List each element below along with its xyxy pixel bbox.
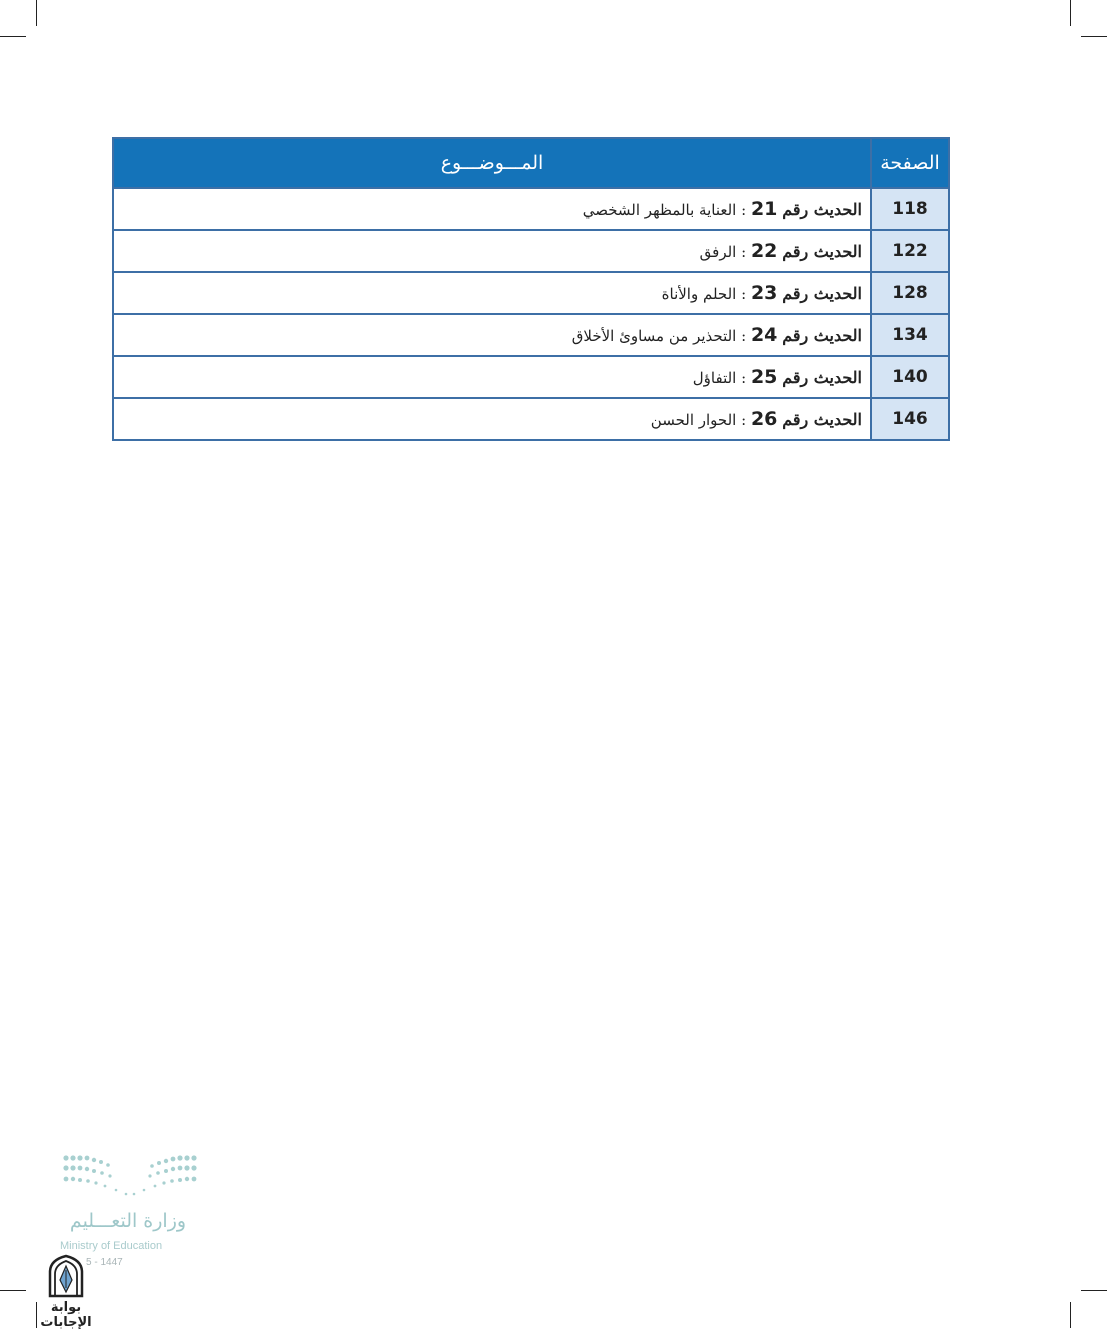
header-page: الصفحة — [871, 138, 949, 188]
ministry-year: 5 - 1447 — [86, 1257, 123, 1268]
topic-cell — [113, 230, 871, 272]
crop-mark-bottom-right-h — [1081, 1290, 1107, 1291]
page-number: 128 — [871, 272, 949, 314]
hadith-lead: الحديث رقم — [782, 200, 862, 219]
watermark — [28, 1254, 104, 1330]
table-row — [113, 272, 949, 314]
topic-title: : التفاؤل — [692, 369, 747, 387]
hadith-lead: الحديث رقم — [782, 284, 862, 303]
topic-title: : الحوار الحسن — [650, 411, 747, 429]
hadith-number: 25 — [750, 366, 778, 388]
topic-cell — [113, 188, 871, 230]
topic-title: : الحلم والأناة — [661, 285, 747, 303]
topic-title: : الرفق — [699, 243, 747, 261]
crop-mark-top-right-h — [1081, 36, 1107, 37]
hadith-number: 22 — [750, 240, 778, 262]
hadith-lead: الحديث رقم — [782, 326, 862, 345]
table-row — [113, 230, 949, 272]
hadith-lead: الحديث رقم — [782, 242, 862, 261]
crop-mark-bottom-left-h — [0, 1290, 26, 1291]
topic-cell — [113, 272, 871, 314]
page-number: 134 — [871, 314, 949, 356]
crop-mark-bottom-right — [1070, 1302, 1071, 1328]
watermark-text: بوابة الإجابات — [40, 1300, 92, 1330]
page-number: 146 — [871, 398, 949, 440]
crop-mark-top-right — [1070, 0, 1071, 26]
topic-title: : التحذير من مساوئ الأخلاق — [571, 327, 747, 345]
topic-cell — [113, 314, 871, 356]
ministry-dots-icon — [60, 1150, 200, 1202]
hadith-number: 23 — [750, 282, 778, 304]
hadith-number: 26 — [750, 408, 778, 430]
crop-mark-top-left — [36, 0, 37, 26]
table-row — [113, 398, 949, 440]
contents-table — [112, 137, 950, 441]
crop-mark-top-left-h — [0, 36, 26, 37]
ministry-logo — [60, 1150, 200, 1268]
header-topic: المـــوضـــوع — [113, 138, 871, 188]
topic-cell — [113, 356, 871, 398]
hadith-lead: الحديث رقم — [782, 368, 862, 387]
hadith-number: 24 — [750, 324, 778, 346]
topic-title: : العناية بالمظهر الشخصي — [582, 201, 747, 219]
hadith-lead: الحديث رقم — [782, 410, 862, 429]
table-row — [113, 188, 949, 230]
page-number: 118 — [871, 188, 949, 230]
table-row — [113, 314, 949, 356]
topic-cell — [113, 398, 871, 440]
ministry-name-en: Ministry of Education — [60, 1240, 163, 1252]
page-number: 140 — [871, 356, 949, 398]
mosque-pen-icon — [46, 1254, 86, 1298]
ministry-name-ar: وزارة التعـــليم — [69, 1210, 187, 1232]
table-row — [113, 356, 949, 398]
page-number: 122 — [871, 230, 949, 272]
hadith-number: 21 — [750, 198, 778, 220]
table-header-row — [113, 138, 949, 188]
